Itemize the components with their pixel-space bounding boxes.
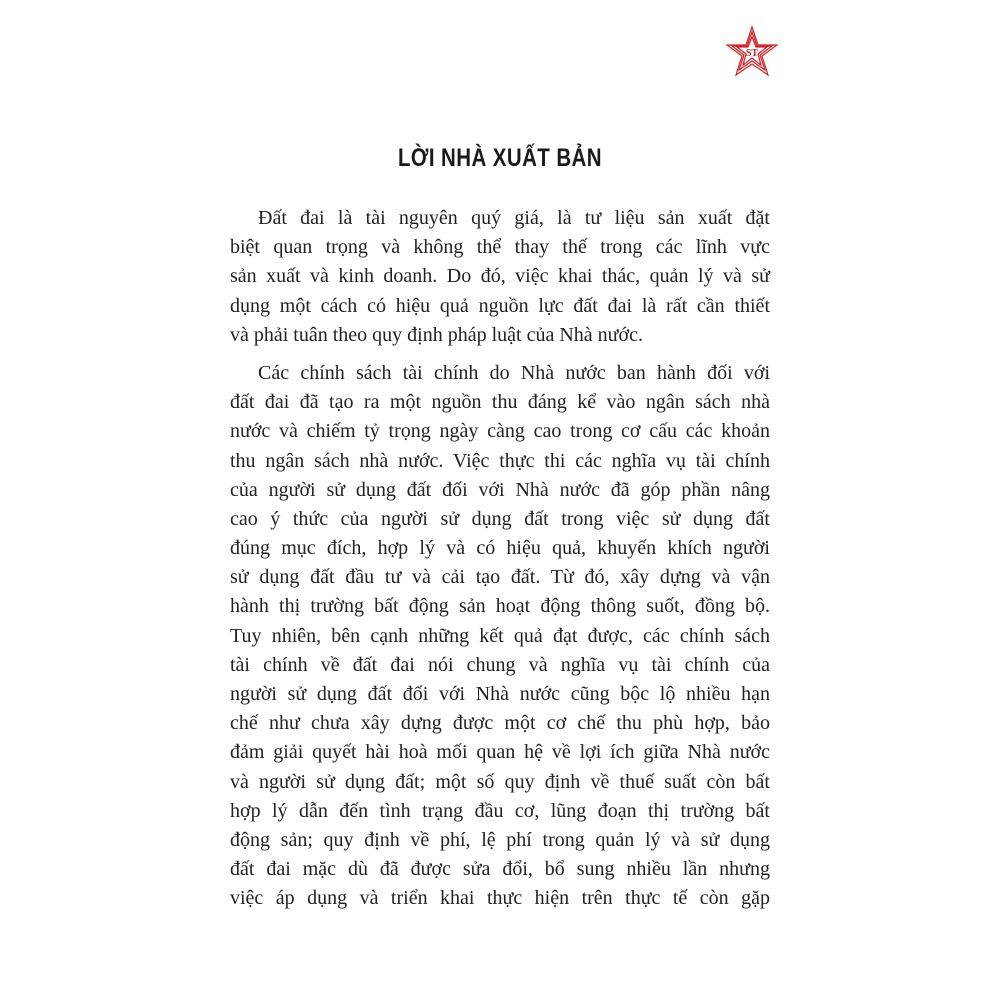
text-line: người sử dụng đất đối với Nhà nước cũng bộc lộ nhiều hạn [230, 683, 770, 705]
text-line: Tuy nhiên, bên cạnh những kết quả đạt được, các chính sách [230, 624, 770, 647]
text-line: Đất đai là tài nguyên quý giá, là tư liệu sản xuất đặt [258, 207, 770, 229]
svg-text:ST: ST [745, 48, 759, 59]
page-title: LỜI NHÀ XUẤT BẢN [397, 144, 602, 172]
text-line: sản xuất và kinh doanh. Do đó, việc khai thác, quản lý và sử [230, 265, 770, 288]
text-line: cao ý thức của người sử dụng đất trong việc sử dụng đất [230, 507, 770, 530]
text-line: đất đai mặc dù đã được sửa đổi, bổ sung nhiều lần nhưng [230, 858, 770, 881]
text-line: đúng mục đích, hợp lý và có hiệu quả, khuyến khích người [230, 537, 770, 560]
text-line: tài chính về đất đai nói chung và nghĩa vụ tài chính của [230, 653, 770, 676]
paragraph [230, 359, 770, 914]
text-line: và phải tuân theo quy định pháp luật của Nhà nước. [230, 323, 643, 346]
text-line: sử dụng đất đầu tư và cải tạo đất. Từ đó, xây dựng và vận [230, 566, 770, 589]
text-line: biệt quan trọng và không thể thay thế trong các lĩnh vực [230, 236, 770, 259]
text-line: động sản; quy định về phí, lệ phí trong quản lý và sử dụng [230, 828, 770, 851]
text-line: đảm giải quyết hài hoà mối quan hệ về lợi ích giữa Nhà nước [230, 741, 770, 764]
text-line: đất đai đã tạo ra một nguồn thu đáng kể vào ngân sách nhà [230, 391, 770, 414]
text-line: dụng một cách có hiệu quả nguồn lực đất đai là rất cần thiết [230, 294, 770, 317]
document-body [230, 204, 770, 914]
text-line: nước và chiếm tỷ trọng ngày càng cao trong cơ cấu các khoản [230, 420, 770, 443]
text-line: việc áp dụng và triển khai thực hiện trên thực tế còn gặp [230, 887, 770, 910]
text-line: hành thị trường bất động sản hoạt động thông suốt, đồng bộ. [230, 595, 770, 618]
text-line: hợp lý dẫn đến tình trạng đầu cơ, lũng đoạn thị trường bất [230, 799, 770, 822]
publisher-star-logo-icon [724, 24, 780, 80]
text-line: chế như chưa xây dựng được một cơ chế thu phù hợp, bảo [230, 712, 770, 735]
text-line: Các chính sách tài chính do Nhà nước ban hành đối với [258, 361, 770, 384]
text-line: của người sử dụng đất đối với Nhà nước đã góp phần nâng [230, 478, 770, 501]
paragraph [230, 204, 770, 350]
text-line: và người sử dụng đất; một số quy định về thuế suất còn bất [230, 770, 770, 793]
text-line: thu ngân sách nhà nước. Việc thực thi các nghĩa vụ tài chính [230, 449, 770, 472]
